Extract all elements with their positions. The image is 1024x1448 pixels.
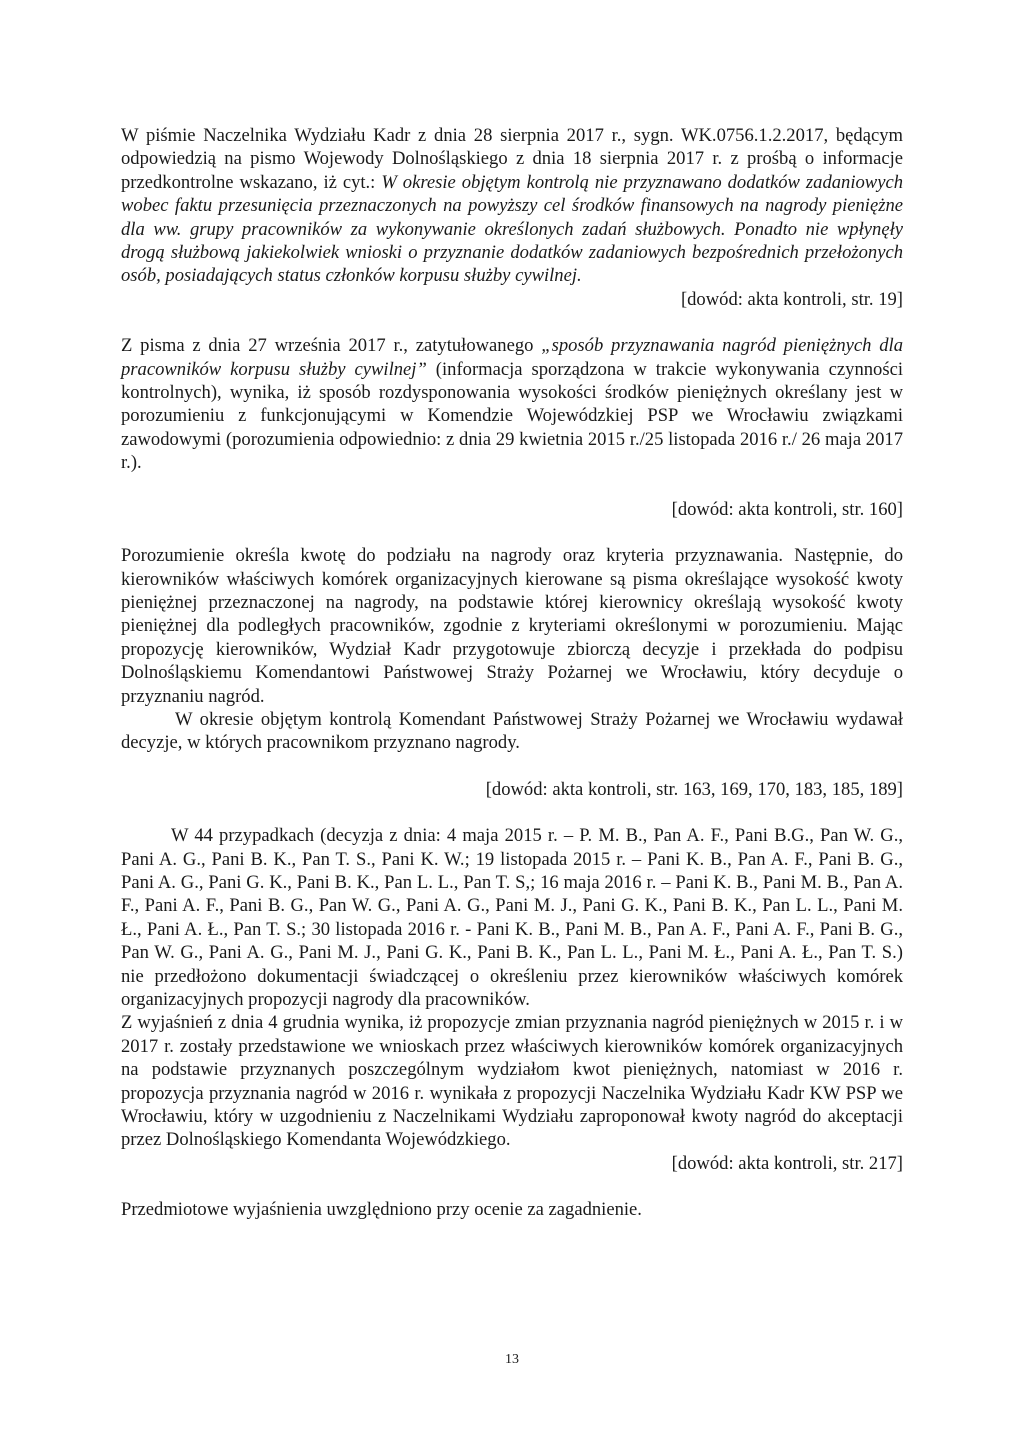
spacer [121,311,903,334]
paragraph-text: (informacja sporządzona w trakcie wykonywania czynności kontrolnych), wynika, iż sposób rozdysponowania wysokości środków pieniężnych określany jest w porozumieniu z funkcjonującymi w Komendzie Wojewódzkiej PSP we Wrocławiu związkami zawodowymi (porozumienia odpowiednio: z dnia 29 kwietnia 2015 r./25 listopada 2016 r./ 26 maja 2017 r.). [121,358,903,474]
paragraph-text: W piśmie Naczelnika Wydziału Kadr z dnia 28 sierpnia 2017 r., sygn. WK.0756.1.2.2017, będącym odpowiedzią na pismo Wojewody Dolnośląskiego z dnia 18 sierpnia 2017 r. z prośbą o informacje przedkontrolne wskazano, iż cyt.: [121,125,903,193]
page-number: 13 [505,1352,519,1367]
paragraph-conclusion: Przedmiotowe wyjaśnienia uwzględniono przy ocenie za zagadnienie. [121,1199,642,1221]
quoted-title: „sposób przyznawania nagród pieniężnych dla pracowników korpusu służby cywilnej” [121,335,903,380]
evidence-reference: [dowód: akta kontroli, str. 160] [671,498,903,520]
paragraph-letter-quote [121,124,903,288]
spacer [121,801,903,824]
paragraph-decisions: W okresie objętym kontrolą Komendant Państwowej Straży Pożarnej we Wrocławiu wydawał decyzje, w których pracownikom przyznano nagrody. [121,708,903,754]
evidence-reference: [dowód: akta kontroli, str. 163, 169, 170, 183, 185, 189] [485,778,903,800]
spacer [121,521,903,544]
paragraph-agreement: Porozumienie określa kwotę do podziału na nagrody oraz kryteria przyznawania. Następnie, do kierowników właściwych komórek organizacyjnych kierowane są pisma określające wysokość kwoty pieniężnej przeznaczonej na nagrody, na podstawie której kierownicy określają wysokość kwoty pieniężnej dla podległych pracowników, zgodnie z kryteriami określonymi w porozumieniu. Mając propozycję kierowników, Wydział Kadr przygotowuje zbiorczą decyzje i przekłada do podpisu Dolnośląskiemu Komendantowi Państwowej Straży Pożarnej we Wrocławiu, który decyduje o przyznaniu nagród. [121,545,903,707]
spacer [121,475,903,498]
paragraph-explanations: Z wyjaśnień z dnia 4 grudnia wynika, iż propozycje zmian przyznania nagród pieniężnych w 2015 r. i w 2017 r. zostały przedstawione we wnioskach przez właściwych kierowników komórek organizacyjnych na podstawie przyznanych poszczególnym wydziałom kwot pieniężnych, natomiast w 2016 r. propozycja przyznania nagród w 2016 r. wynikała z propozycji Naczelnika Wydziału Kadr KW PSP we Wrocławiu, który w uzgodnieniu z Naczelnikami Wydziału zaproponował kwoty nagród do akceptacji przez Dolnośląskiego Komendanta Wojewódzkiego. [121,1012,903,1151]
evidence-reference: [dowód: akta kontroli, str. 19] [680,288,903,310]
evidence-reference: [dowód: akta kontroli, str. 217] [671,1152,903,1174]
paragraph-text: Z pisma z dnia 27 września 2017 r., zatytułowanego [121,335,542,357]
paragraph-letter-september [121,334,903,474]
document-page [121,124,903,1222]
paragraph-cases: W 44 przypadkach (decyzja z dnia: 4 maja 2015 r. – P. M. B., Pan A. F., Pani B.G., Pan W. G., Pani A. G., Pani B. K., Pan T. S., Pani K. W.; 19 listopada 2015 r. – Pani K. B., Pan A. F., Pani B. G., Pani A. G., Pani G. K., Pani B. K., Pan L. L., Pan T. S,; 16 maja 2016 r. – Pani K. B., Pani M. B., Pan A. F., Pani A. F., Pani B. G., Pan W. G., Pani A. G., Pani M. J., Pani G. K., Pani B. K., Pan L. L., Pani M. Ł., Pani A. Ł., Pan T. S.; 30 listopada 2016 r. - Pani K. B., Pani M. B., Pan A. F., Pani A. F., Pani B. G., Pan W. G., Pani A. G., Pani M. J., Pani G. K., Pani B. K., Pan L. L., Pani M. Ł., Pani A. Ł., Pan T. S.) nie przedłożono dokumentacji świadczącej o określeniu przez kierowników właściwych komórek organizacyjnych propozycji nagrody dla pracowników. [121,825,903,1010]
spacer [121,1175,903,1198]
quoted-text: W okresie objętym kontrolą nie przyznawano dodatków zadaniowych wobec faktu przesunięcia przeznaczonych na powyższy cel środków finansowych na nagrody pieniężne dla ww. grupy pracowników za wykonywanie określonych zadań służbowych. Ponadto nie wpłynęły drogą służbową jakiekolwiek wnioski o przyznanie dodatków zadaniowych bezpośrednich przełożonych osób, posiadających status członków korpusu służby cywilnej. [121,171,903,287]
spacer [121,755,903,778]
